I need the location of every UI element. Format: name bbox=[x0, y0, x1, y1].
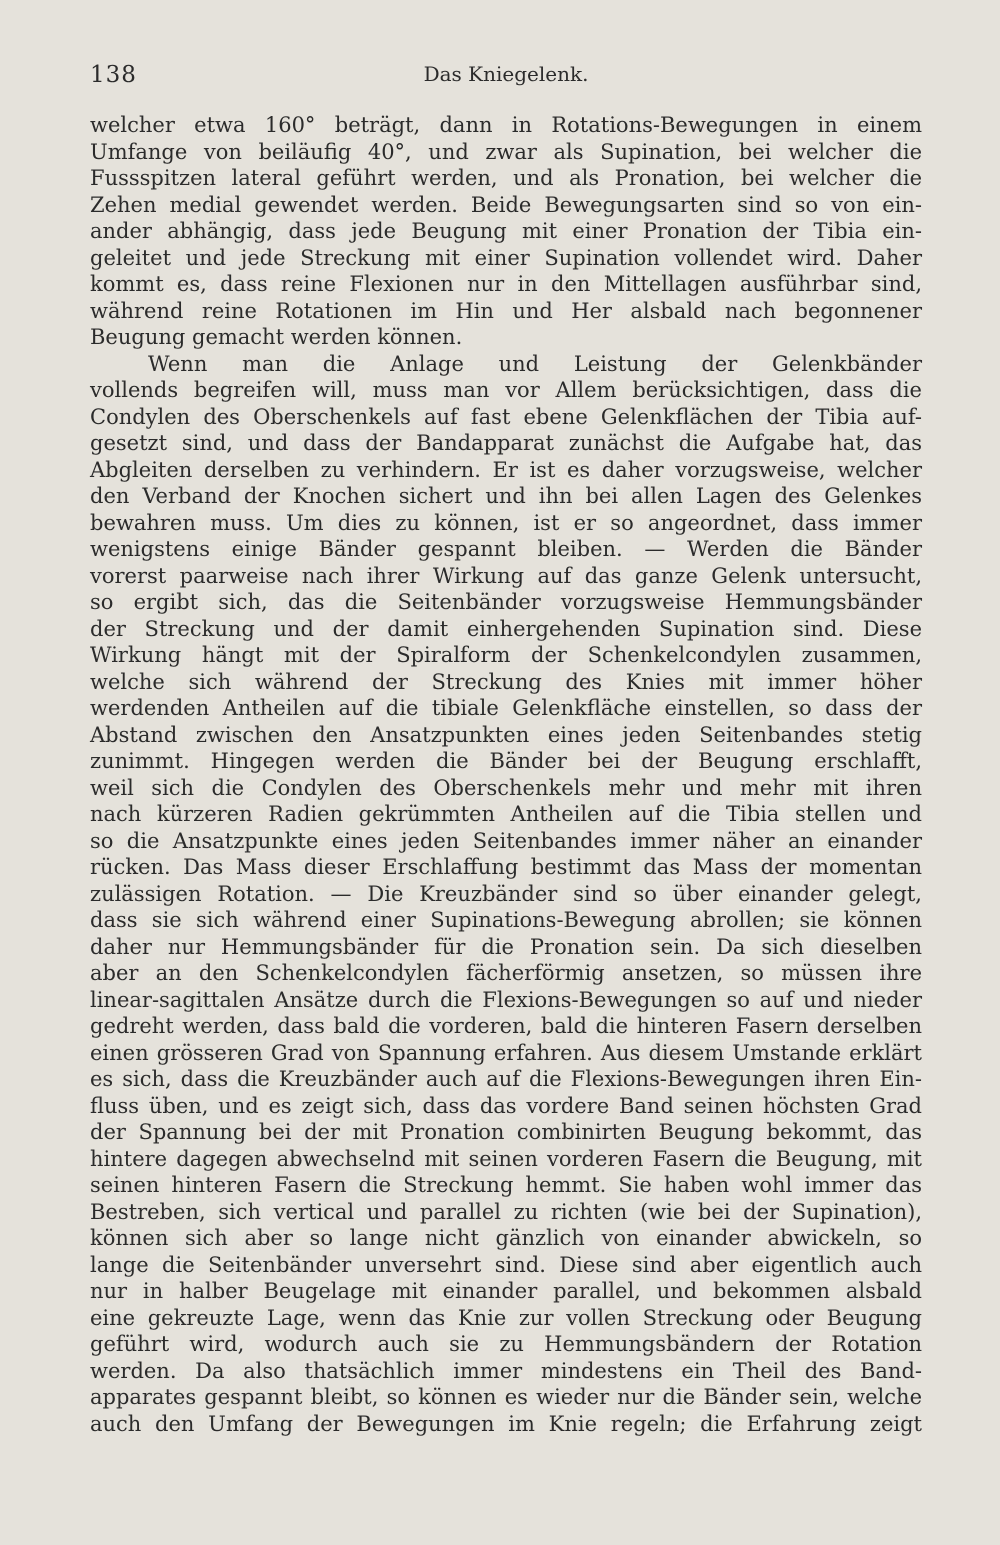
text-line: können sich aber so lange nicht gänzlich von einander abwickeln, so bbox=[90, 1226, 922, 1250]
paragraph-start-line: Wenn man die Anlage und Leistung der Gelenkbänder bbox=[148, 351, 922, 376]
text-line: seinen hinteren Fasern die Streckung hemmt. Sie haben wohl immer das bbox=[90, 1173, 922, 1197]
text-line: Bestreben, sich vertical und parallel zu richten (wie bei der Supination), bbox=[90, 1199, 922, 1224]
text-line: bewahren muss. Um dies zu können, ist er so angeordnet, dass immer bbox=[90, 510, 922, 535]
text-line: Condylen des Oberschenkels auf fast ebene Gelenkflächen der Tibia auf- bbox=[90, 404, 922, 429]
text-line: vollends begreifen will, muss man vor Allem berücksichtigen, dass die bbox=[90, 378, 922, 402]
text-line: der Spannung bei der mit Pronation combinirten Beugung bekommt, das bbox=[90, 1120, 922, 1144]
text-line: den Verband der Knochen sichert und ihn bei allen Lagen des Gelenkes bbox=[90, 484, 922, 508]
text-line: Abstand zwischen den Ansatzpunkten eines jeden Seitenbandes stetig bbox=[90, 722, 922, 747]
text-line: linear-sagittalen Ansätze durch die Flexions-Bewegungen so auf und nieder bbox=[90, 987, 922, 1012]
text-line: Wirkung hängt mit der Spiralform der Schenkelcondylen zusammen, bbox=[90, 643, 922, 667]
text-line: rücken. Das Mass dieser Erschlaffung bestimmt das Mass der momentan bbox=[90, 855, 922, 879]
text-line: geführt wird, wodurch auch sie zu Hemmungsbändern der Rotation bbox=[90, 1332, 922, 1356]
text-line: es sich, dass die Kreuzbänder auch auf die Flexions-Bewegungen ihren Ein- bbox=[90, 1067, 922, 1091]
text-line: wenigstens einige Bänder gespannt bleiben. — Werden die Bänder bbox=[90, 537, 922, 561]
text-line: zulässigen Rotation. — Die Kreuzbänder sind so über einander gelegt, bbox=[90, 881, 922, 906]
text-line: welche sich während der Streckung des Knies mit immer höher bbox=[90, 669, 922, 694]
text-line: werden. Da also thatsächlich immer mindestens ein Theil des Band- bbox=[90, 1358, 922, 1383]
text-line: geleitet und jede Streckung mit einer Supination vollendet wird. Daher bbox=[90, 245, 922, 270]
text-line: auch den Umfang der Bewegungen im Knie regeln; die Erfahrung zeigt bbox=[90, 1411, 922, 1436]
text-line: der Streckung und der damit einhergehenden Supination sind. Diese bbox=[90, 616, 922, 641]
text-line: so die Ansatzpunkte eines jeden Seitenbandes immer näher an einander bbox=[90, 828, 922, 853]
text-line: während reine Rotationen im Hin und Her alsbald nach begonnener bbox=[90, 298, 922, 323]
text-line: Fussspitzen lateral geführt werden, und als Pronation, bei welcher die bbox=[90, 166, 922, 190]
text-line: fluss üben, und es zeigt sich, dass das vordere Band seinen höchsten Grad bbox=[90, 1093, 922, 1118]
text-line: lange die Seitenbänder unversehrt sind. Diese sind aber eigentlich auch bbox=[90, 1252, 922, 1277]
text-line: Abgleiten derselben zu verhindern. Er ist es daher vorzugsweise, welcher bbox=[90, 457, 922, 482]
text-line: aber an den Schenkelcondylen fächerförmig ansetzen, so müssen ihre bbox=[90, 961, 922, 985]
page-header bbox=[90, 62, 922, 92]
text-line: nach kürzeren Radien gekrümmten Antheilen auf die Tibia stellen und bbox=[90, 802, 922, 826]
text-line: Umfange von beiläufig 40°, und zwar als Supination, bei welcher die bbox=[90, 139, 922, 164]
text-line: apparates gespannt bleibt, so können es wieder nur die Bänder sein, welche bbox=[90, 1385, 922, 1409]
text-line: ander abhängig, dass jede Beugung mit einer Pronation der Tibia ein- bbox=[90, 219, 922, 243]
text-line: kommt es, dass reine Flexionen nur in den Mittellagen ausführbar sind, bbox=[90, 272, 922, 296]
text-line: hintere dagegen abwechselnd mit seinen vorderen Fasern die Beugung, mit bbox=[90, 1146, 922, 1171]
text-line: werdenden Antheilen auf die tibiale Gelenkfläche einstellen, so dass der bbox=[90, 696, 922, 720]
text-line: gesetzt sind, und dass der Bandapparat zunächst die Aufgabe hat, das bbox=[90, 431, 922, 455]
text-line: daher nur Hemmungsbänder für die Pronation sein. Da sich dieselben bbox=[90, 934, 922, 959]
text-line: welcher etwa 160° beträgt, dann in Rotations-Bewegungen in einem bbox=[90, 113, 922, 137]
text-line: so ergibt sich, das die Seitenbänder vorzugsweise Hemmungsbänder bbox=[90, 590, 922, 614]
text-line: Zehen medial gewendet werden. Beide Bewegungsarten sind so von ein- bbox=[90, 192, 922, 217]
page-number: 138 bbox=[90, 62, 137, 88]
body-text bbox=[90, 112, 922, 1437]
text-line: gedreht werden, dass bald die vorderen, bald die hinteren Fasern derselben bbox=[90, 1014, 922, 1038]
running-head: Das Kniegelenk. bbox=[423, 62, 589, 86]
text-line: dass sie sich während einer Supinations-Bewegung abrollen; sie können bbox=[90, 908, 922, 932]
text-line: weil sich die Condylen des Oberschenkels mehr und mehr mit ihren bbox=[90, 775, 922, 800]
text-line: Beugung gemacht werden können. bbox=[90, 325, 463, 349]
text-line: vorerst paarweise nach ihrer Wirkung auf das ganze Gelenk untersucht, bbox=[90, 563, 922, 588]
text-line: einen grösseren Grad von Spannung erfahren. Aus diesem Umstande erklärt bbox=[90, 1040, 922, 1065]
text-line: nur in halber Beugelage mit einander parallel, und bekommen alsbald bbox=[90, 1279, 922, 1303]
text-line: eine gekreuzte Lage, wenn das Knie zur vollen Streckung oder Beugung bbox=[90, 1305, 922, 1330]
text-line: zunimmt. Hingegen werden die Bänder bei der Beugung erschlafft, bbox=[90, 749, 922, 773]
